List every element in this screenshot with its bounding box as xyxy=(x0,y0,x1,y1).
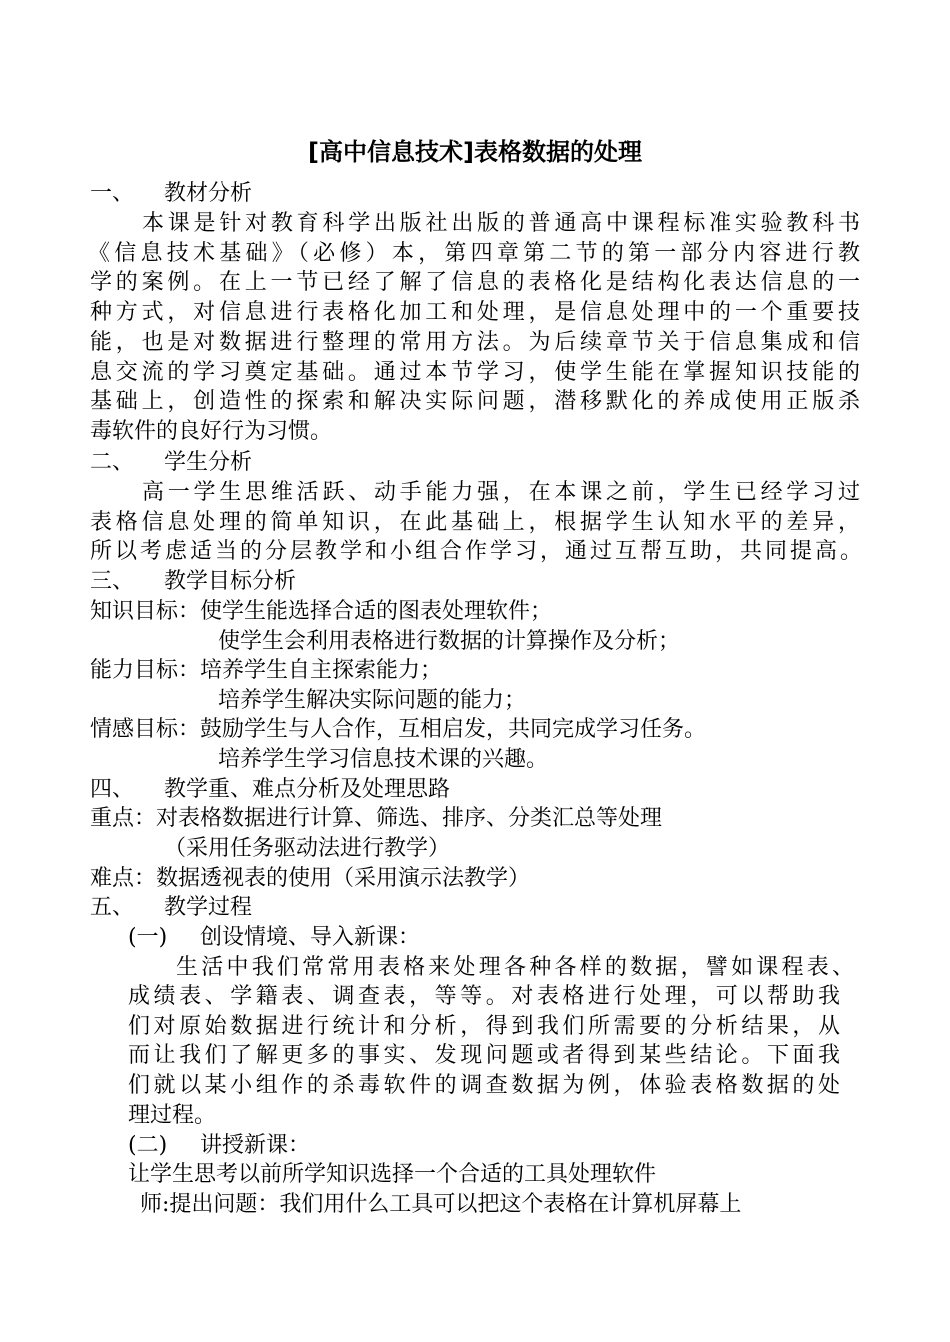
goal-text: 培养学生学习信息技术课的兴趣。 xyxy=(218,747,549,772)
section-heading-5 xyxy=(90,894,252,922)
goal-ability xyxy=(90,657,442,685)
paragraph-line: 让学生思考以前所学知识选择一个合适的工具处理软件 xyxy=(128,1162,657,1187)
paragraph-line: 基础上，创造性的探索和解决实际问题，潜移默化的养成使用正版杀 xyxy=(90,389,860,414)
subsection-title: 创设情境、导入新课： xyxy=(200,925,421,950)
paragraph-line: 息交流的学习奠定基础。通过本节学习，使学生能在掌握知识技能的 xyxy=(90,360,860,385)
paragraph-line: 而让我们了解更多的事实、发现问题或者得到某些结论。下面我 xyxy=(128,1043,840,1068)
subsection-number: (一) xyxy=(128,925,168,950)
section-heading-1 xyxy=(90,180,252,208)
goal-knowledge xyxy=(90,598,552,626)
paragraph-line: 生活中我们常常用表格来处理各种各样的数据，譬如课程表、 xyxy=(176,955,854,980)
paragraph-line: 种方式，对信息进行表格化加工和处理，是信息处理中的一个重要技 xyxy=(90,300,860,325)
goal-text: 鼓励学生与人合作，互相启发，共同完成学习任务。 xyxy=(200,717,707,742)
paragraph-line: 高一学生思维活跃、动手能力强，在本课之前，学生已经学习过 xyxy=(142,480,860,505)
paragraph-line: 毒软件的良好行为习惯。 xyxy=(90,419,333,444)
subsection-number: (二) xyxy=(128,1133,168,1158)
key-point-text: 对表格数据进行计算、筛选、排序、分类汇总等处理 xyxy=(156,806,663,831)
section-number: 一、 xyxy=(90,181,135,206)
subsection-title: 讲授新课： xyxy=(200,1133,311,1158)
section-number: 三、 xyxy=(90,569,135,594)
section-title: 教学目标分析 xyxy=(164,569,297,594)
goal-label: 能力目标： xyxy=(90,658,201,683)
section-title: 教学重、难点分析及处理思路 xyxy=(164,777,451,802)
section-title: 学生分析 xyxy=(164,450,253,475)
goal-text: 培养学生解决实际问题的能力； xyxy=(218,688,527,713)
paragraph-line: 本课是针对教育科学出版社出版的普通高中课程标准实验教科书 xyxy=(142,211,860,236)
paragraph-line: 学的案例。在上一节已经了解了信息的表格化是结构化表达信息的一 xyxy=(90,270,860,295)
goal-text: 使学生能选择合适的图表处理软件； xyxy=(200,599,553,624)
paragraph-line: 们对原始数据进行统计和分析，得到我们所需要的分析结果，从 xyxy=(128,1014,840,1039)
section-number: 四、 xyxy=(90,777,135,802)
section-heading-4 xyxy=(90,776,450,804)
subsection-heading-2 xyxy=(128,1132,310,1160)
difficult-point-label: 难点： xyxy=(90,866,157,891)
paragraph-line: 师:提出问题：我们用什么工具可以把这个表格在计算机屏幕上 xyxy=(140,1192,742,1217)
difficult-point-text: 数据透视表的使用（采用演示法教学） xyxy=(156,866,531,891)
paragraph-line: 所以考虑适当的分层教学和小组合作学习，通过互帮互助，共同提高。 xyxy=(90,539,862,564)
difficult-point xyxy=(90,865,530,893)
paragraph-line: 理过程。 xyxy=(128,1103,217,1128)
key-point xyxy=(90,805,662,833)
goal-text: 使学生会利用表格进行数据的计算操作及分析； xyxy=(218,629,681,654)
paragraph-line: 能，也是对数据进行整理的常用方法。为后续章节关于信息集成和信 xyxy=(90,330,860,355)
goal-text: 培养学生自主探索能力； xyxy=(200,658,443,683)
paragraph-line: 表格信息处理的简单知识，在此基础上，根据学生认知水平的差异， xyxy=(90,510,860,535)
section-number: 五、 xyxy=(90,895,135,920)
goal-emotion xyxy=(90,716,706,744)
document-title: [高中信息技术]表格数据的处理 xyxy=(308,138,642,166)
section-title: 教学过程 xyxy=(164,895,253,920)
goal-label: 情感目标： xyxy=(90,717,201,742)
paragraph-line: 们就以某小组作的杀毒软件的调查数据为例，体验表格数据的处 xyxy=(128,1073,840,1098)
key-point-method: （采用任务驱动法进行教学） xyxy=(164,836,451,861)
paragraph-line: 成绩表、学籍表、调查表，等等。对表格进行处理，可以帮助我 xyxy=(128,984,840,1009)
section-number: 二、 xyxy=(90,450,135,475)
section-title: 教材分析 xyxy=(164,181,253,206)
section-heading-2 xyxy=(90,449,252,477)
goal-label: 知识目标： xyxy=(90,599,201,624)
section-heading-3 xyxy=(90,568,296,596)
subsection-heading-1 xyxy=(128,924,420,952)
paragraph-line: 《信息技术基础》（必修）本，第四章第二节的第一部分内容进行教 xyxy=(88,241,860,266)
key-point-label: 重点： xyxy=(90,806,157,831)
